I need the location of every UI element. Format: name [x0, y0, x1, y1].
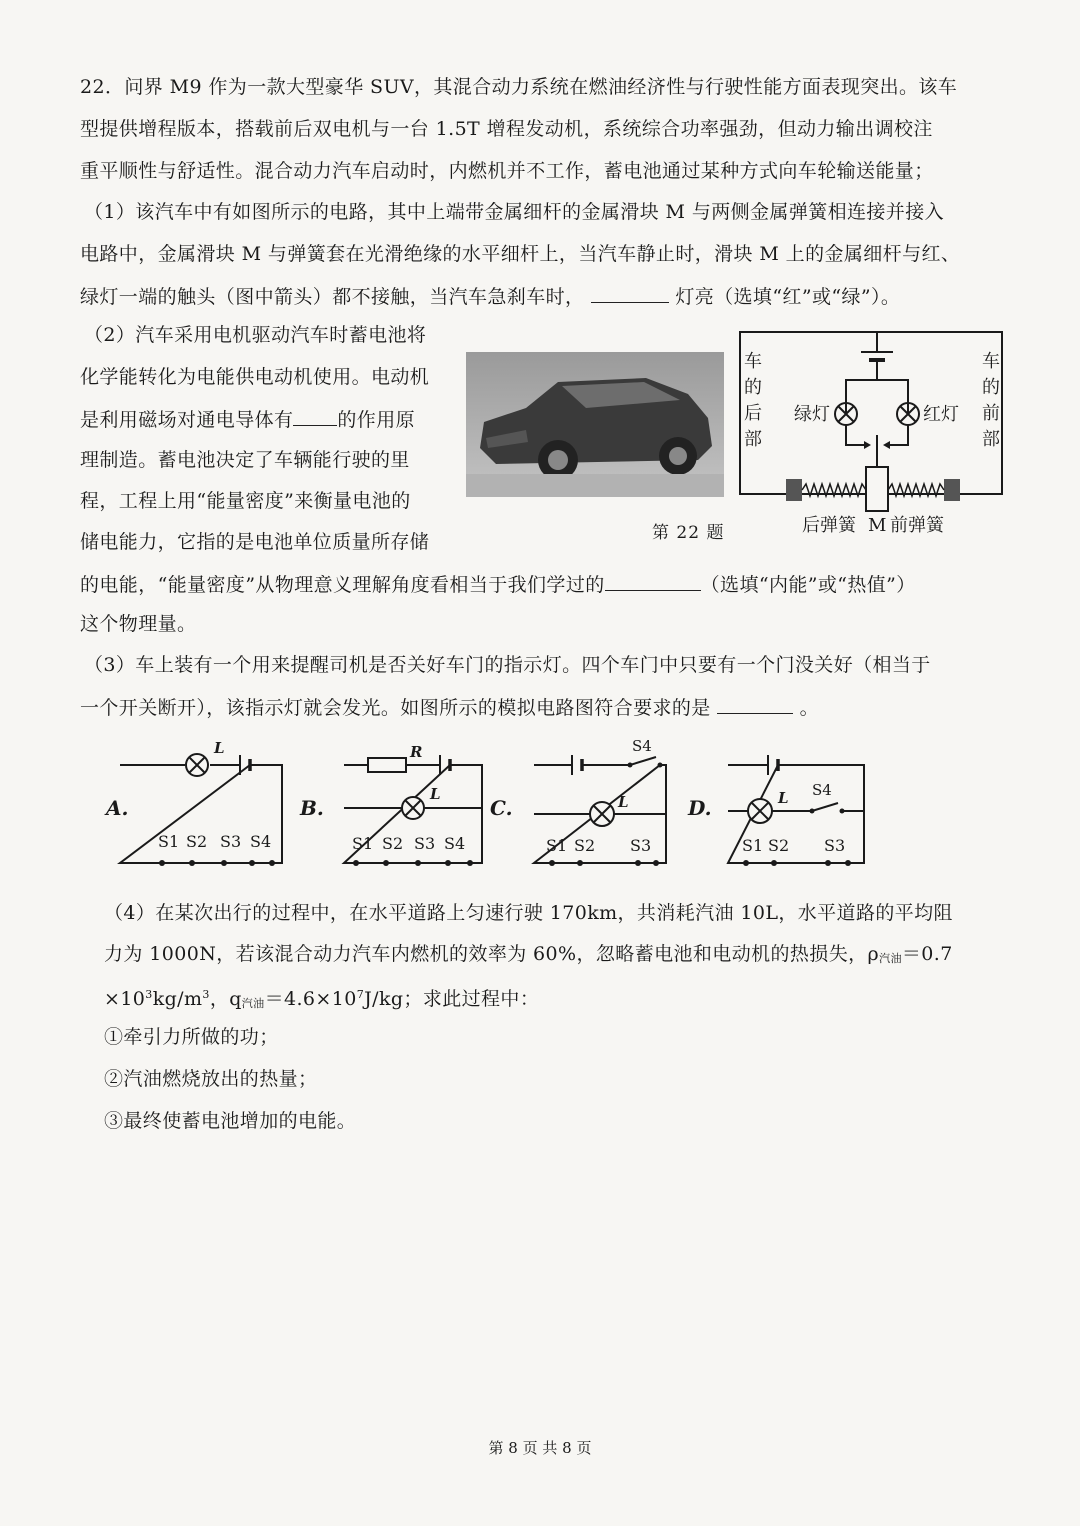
part2-line: [80, 572, 916, 596]
question-intro-line: 型提供增程版本，搭载前后双电机与一台 1.5T 增程发动机，系统综合功率强劲，但动力输出调校注: [80, 118, 933, 140]
option-a-label: A.: [106, 796, 129, 820]
right-side-char: 部: [982, 429, 1000, 450]
part4-text: 力为 1000N，若该混合动力汽车内燃机的效率为 60%，忽略蓄电池和电动机的热损失，ρ: [104, 943, 880, 965]
part4-line: [104, 984, 539, 1015]
subscript: 汽油: [241, 997, 265, 1010]
part4-text: J/kg；求此过程中：: [364, 988, 540, 1010]
lamp-label: L: [430, 785, 441, 803]
part4-line: （4）在某次出行的过程中，在水平道路上匀速行驶 170km，共消耗汽油 10L，水平道路的平均阻: [104, 902, 953, 924]
answer-blank-2[interactable]: [293, 407, 337, 426]
superscript: 7: [356, 988, 365, 1001]
switch-label: S2: [382, 834, 404, 853]
red-lamp-label: 红灯: [923, 404, 959, 425]
green-lamp-label: 绿灯: [794, 404, 830, 425]
answer-blank-3[interactable]: [605, 572, 701, 591]
part1-line: 电路中，金属滑块 M 与弹簧套在光滑绝缘的水平细杆上，当汽车静止时，滑块 M 上的金属细杆与红、: [80, 243, 961, 265]
front-spring-label: 前弹簧: [890, 515, 944, 536]
page-number: 第 8 页 共 8 页: [488, 1439, 592, 1457]
part2-line: 理制造。蓄电池决定了车辆能行驶的里: [80, 449, 410, 471]
part2-line: [80, 407, 415, 431]
lamp-icon: [186, 754, 208, 776]
part1-line: （1）该汽车中有如图所示的电路，其中上端带金属细杆的金属滑块 M 与两侧金属弹簧相连接并接入: [84, 201, 945, 223]
contact-arrow-icon: [864, 441, 871, 449]
part2-text: 是利用磁场对通电导体有: [80, 409, 294, 431]
fig22-circuit: [730, 325, 1012, 545]
right-side-char: 前: [982, 403, 1000, 424]
switch-label: S2: [574, 836, 596, 855]
part4-text: ＝0.7: [901, 943, 953, 965]
part2-text: （选填“内能”或“热值”）: [700, 574, 916, 596]
lamp-label: L: [778, 789, 789, 807]
left-side-char: 后: [744, 403, 762, 424]
right-side-char: 的: [982, 377, 1000, 398]
lamp-label: L: [618, 793, 629, 811]
left-side-char: 部: [744, 429, 762, 450]
resistor-icon: [368, 758, 406, 772]
left-side-char: 的: [744, 377, 762, 398]
part1-text: 绿灯一端的触头（图中箭头）都不接触，当汽车急刹车时，: [80, 286, 585, 308]
part4-text: ×10: [104, 988, 146, 1010]
switch-label: S4: [444, 834, 466, 853]
lamp-icon: [590, 802, 614, 826]
part4-text: ＝4.6×10: [264, 988, 357, 1010]
option-d-label: D.: [688, 796, 712, 820]
switch-label: S4: [812, 781, 832, 799]
part3-text: 。: [799, 697, 820, 719]
spring-mount: [786, 479, 802, 501]
lamp-label: L: [214, 739, 225, 757]
subquestion-1: ①牵引力所做的功；: [104, 1026, 279, 1048]
switch-label: S1: [546, 836, 568, 855]
subquestion-3: ③最终使蓄电池增加的电能。: [104, 1110, 357, 1132]
switch-label: S1: [742, 836, 764, 855]
contact-arrow-icon: [883, 441, 890, 449]
option-b-label: B.: [300, 796, 324, 820]
resistor-label: R: [410, 743, 423, 761]
switch-label: S3: [220, 832, 242, 851]
switch-label: S4: [632, 737, 652, 755]
switch-label: S3: [630, 836, 652, 855]
left-side-char: 车: [744, 351, 762, 372]
switch-label: S1: [352, 834, 374, 853]
part2-text: 的作用原: [337, 409, 416, 431]
superscript: 3: [202, 988, 210, 1001]
part3-line: （3）车上装有一个用来提醒司机是否关好车门的指示灯。四个车门中只要有一个门没关好（相当于: [84, 654, 931, 676]
right-side-char: 车: [982, 351, 1000, 372]
subquestion-2: ②汽油燃烧放出的热量；: [104, 1068, 318, 1090]
figure-caption: 第 22 题: [652, 523, 725, 543]
circuit-options: [100, 735, 900, 875]
part2-line: 程，工程上用“能量密度”来衡量电池的: [80, 490, 411, 512]
rear-spring-label: 后弹簧: [802, 515, 856, 536]
part3-text: 一个开关断开），该指示灯就会发光。如图所示的模拟电路图符合要求的是: [80, 697, 711, 719]
option-c-label: C.: [490, 796, 513, 820]
option-a-circuit[interactable]: [104, 739, 282, 866]
car-photo: [466, 352, 724, 497]
switch-label: S4: [250, 832, 272, 851]
lamp-icon: [748, 799, 772, 823]
subscript: 汽油: [879, 952, 902, 965]
part1-line: [80, 284, 900, 308]
part2-line: （2）汽车采用电机驱动汽车时蓄电池将: [84, 324, 427, 346]
lamp-icon: [402, 797, 424, 819]
switch-label: S3: [414, 834, 436, 853]
option-c-circuit[interactable]: [490, 737, 666, 866]
switch-label: S3: [824, 836, 846, 855]
answer-blank-1[interactable]: [591, 284, 669, 303]
part3-line: [80, 695, 819, 719]
question-intro-line: 22．问界 M9 作为一款大型豪华 SUV，其混合动力系统在燃油经济性与行驶性能方面表现突出。该车: [80, 76, 958, 98]
question-intro-line: 重平顺性与舒适性。混合动力汽车启动时，内燃机并不工作，蓄电池通过某种方式向车轮输送能量；: [80, 160, 934, 182]
option-b-circuit[interactable]: [299, 743, 482, 866]
switch-label: S2: [186, 832, 208, 851]
option-d-circuit[interactable]: [687, 755, 864, 866]
spring-mount: [944, 479, 960, 501]
part4-line: [104, 943, 953, 970]
part2-line: 这个物理量。: [80, 613, 197, 635]
superscript: 3: [145, 988, 153, 1001]
part2-line: 化学能转化为电能供电动机使用。电动机: [80, 366, 430, 388]
part4-text: ，q: [209, 988, 242, 1010]
switch-label: S1: [158, 832, 180, 851]
slider-m: [866, 467, 888, 511]
part4-text: kg/m: [152, 988, 203, 1010]
answer-blank-4[interactable]: [717, 695, 793, 714]
part2-text: 的电能，“能量密度”从物理意义理解角度看相当于我们学过的: [80, 574, 605, 596]
part2-line: 储电能力，它指的是电池单位质量所存储: [80, 531, 430, 553]
switch-label: S2: [768, 836, 790, 855]
part1-text: 灯亮（选填“红”或“绿”）。: [675, 286, 901, 308]
slider-label: M: [868, 515, 887, 536]
